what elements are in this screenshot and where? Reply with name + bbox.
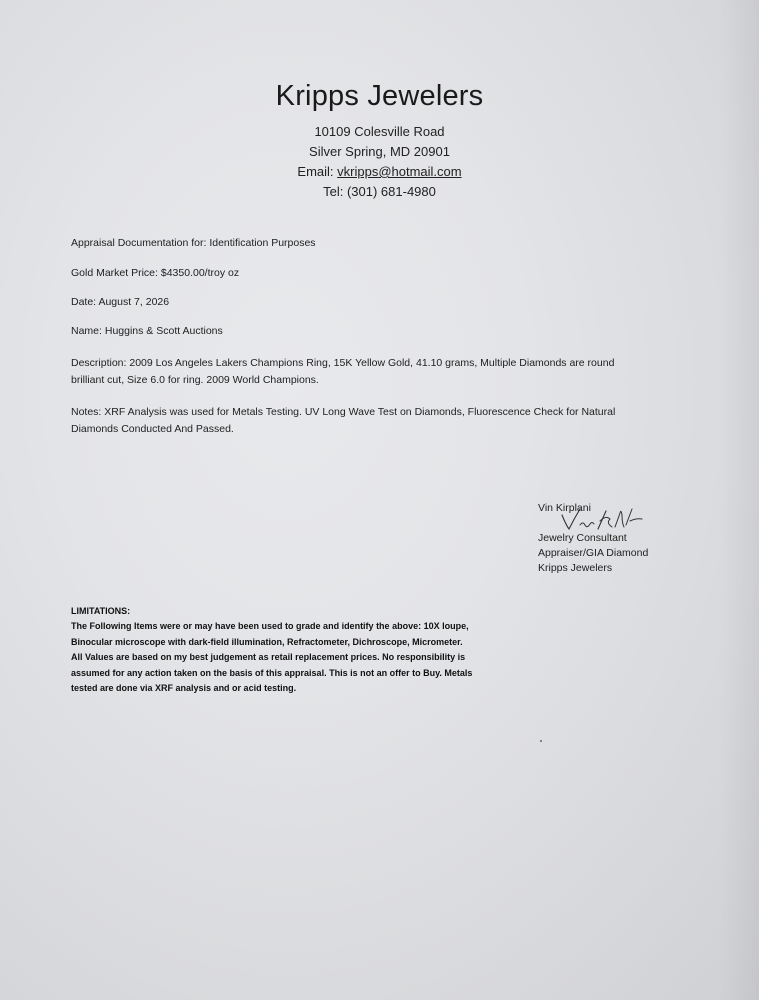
appraiser-name: Vin Kirplani xyxy=(538,502,591,514)
limitations-line-3: All Values are based on my best judgement as retail replacement prices. No responsibility is xyxy=(71,652,466,663)
telephone: Tel: (301) 681-4980 xyxy=(323,184,436,199)
limitations-heading: LIMITATIONS: xyxy=(71,606,131,616)
date-label: Date: xyxy=(71,296,97,308)
street-address: 10109 Colesville Road xyxy=(314,124,445,139)
date-value: August 7, 2026 xyxy=(98,296,170,308)
limitations-line-5: tested are done via XRF analysis and or acid testing. xyxy=(71,683,297,694)
description-line-1 xyxy=(71,355,671,372)
gold-price-label: Gold Market Price: xyxy=(71,267,158,279)
client-name-label: Name: xyxy=(71,325,102,337)
appraisal-purpose-line xyxy=(71,235,671,252)
email-label: Email: xyxy=(297,164,338,179)
limitations-line-4: assumed for any action taken on the basis of this appraisal. This is not an offer to Buy. Metals xyxy=(71,667,473,678)
paper-speck xyxy=(540,740,542,742)
city-state-zip: Silver Spring, MD 20901 xyxy=(309,144,450,159)
client-name-value: Huggins & Scott Auctions xyxy=(104,325,223,337)
notes-block xyxy=(71,404,671,438)
description-line-2: brilliant cut, Size 6.0 for ring. 2009 World Champions. xyxy=(71,374,319,386)
limitations-section xyxy=(71,604,551,696)
handwritten-signature xyxy=(560,505,644,533)
letterhead xyxy=(0,78,759,202)
notes-label: Notes: xyxy=(71,406,102,418)
email-line xyxy=(0,162,759,182)
description-label: Description: xyxy=(71,357,127,369)
appraisal-label: Appraisal Documentation for: xyxy=(71,237,207,249)
description-text-1: 2009 Los Angeles Lakers Champions Ring, 15K Yellow Gold, 41.10 grams, Multiple Diamonds are round xyxy=(129,357,615,369)
notes-line-1 xyxy=(71,404,671,421)
appraiser-title-1: Jewelry Consultant xyxy=(538,532,627,544)
appraiser-title-2: Appraiser/GIA Diamond xyxy=(538,547,649,559)
description-block xyxy=(71,355,671,389)
date-line xyxy=(71,294,671,311)
limitations-line-2: Binocular microscope with dark-field illumination, Refractometer, Dichroscope, Micrometer. xyxy=(71,636,463,647)
notes-text-1: XRF Analysis was used for Metals Testing. UV Long Wave Test on Diamonds, Fluorescence Check for Natural xyxy=(104,406,616,418)
appraiser-company: Kripps Jewelers xyxy=(538,562,613,574)
limitations-line-1: The Following Items were or may have been used to grade and identify the above: 10X loupe, xyxy=(71,621,469,632)
notes-line-2: Diamonds Conducted And Passed. xyxy=(71,423,234,435)
email-link[interactable]: vkripps@hotmail.com xyxy=(337,164,462,179)
gold-price-line xyxy=(71,265,671,282)
appraisal-value: Identification Purposes xyxy=(209,237,316,249)
gold-price-value: $4350.00/troy oz xyxy=(160,267,240,279)
company-name: Kripps Jewelers xyxy=(275,80,484,112)
client-name-line xyxy=(71,323,671,340)
